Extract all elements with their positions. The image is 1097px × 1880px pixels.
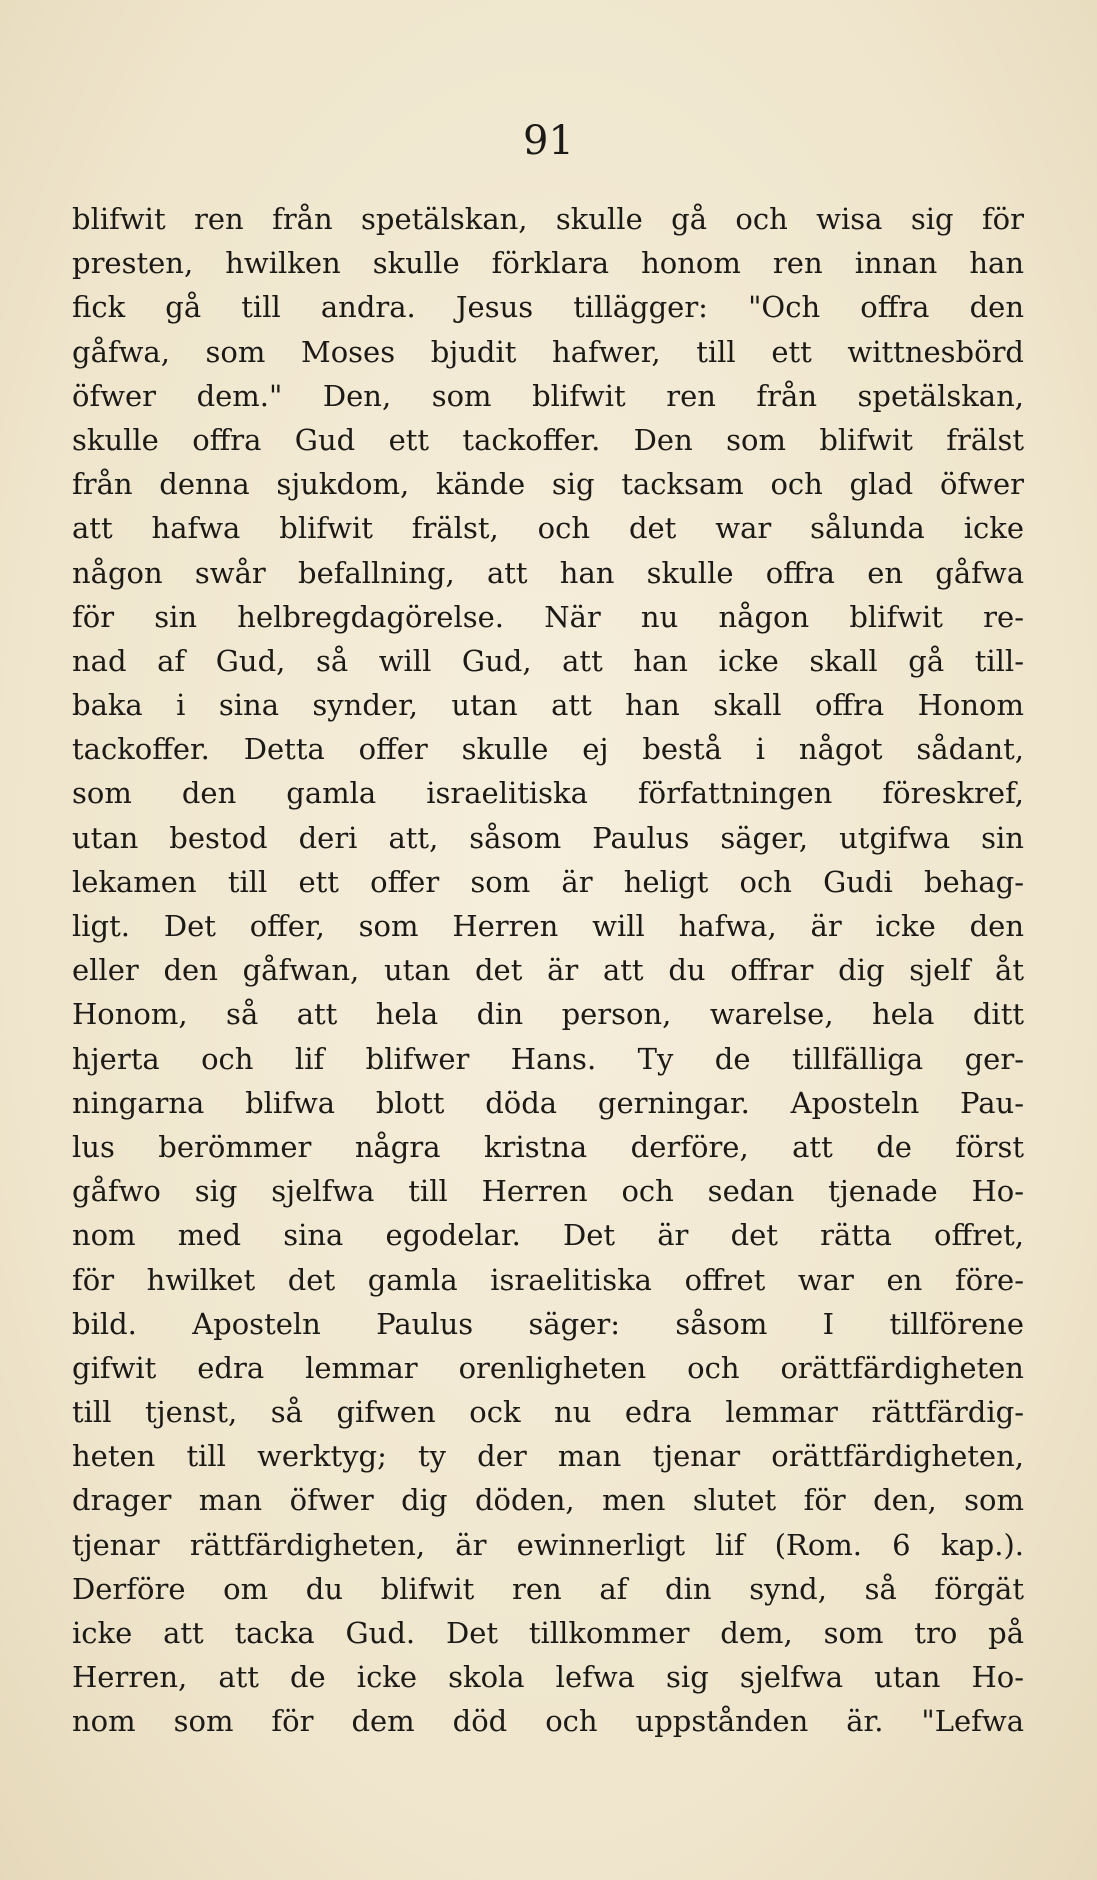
text-line: utan bestod deri att, såsom Paulus säger, utgifwa sin [72,820,1024,855]
text-line: för sin helbregdagörelse. När nu någon blifwit re- [72,599,1024,634]
text-line: fick gå till andra. Jesus tillägger: "Och offra den [72,290,1024,325]
page-number: 91 [523,118,574,164]
text-line: hjerta och lif blifwer Hans. Ty de tillfälliga ger- [72,1041,1024,1076]
text-line: heten till werktyg; ty der man tjenar orättfärdigheten, [72,1439,1024,1474]
text-line: gåfwa, som Moses bjudit hafwer, till ett wittnesbörd [72,334,1024,369]
text-line: drager man öfwer dig döden, men slutet för den, som [72,1483,1024,1518]
text-line: från denna sjukdom, kände sig tacksam och glad öfwer [72,467,1024,502]
text-body [72,197,1024,1744]
text-line: ningarna blifwa blott döda gerningar. Aposteln Pau- [72,1085,1024,1120]
text-line: skulle offra Gud ett tackoffer. Den som blifwit frälst [72,422,1024,457]
text-line: ligt. Det offer, som Herren will hafwa, är icke den [72,909,1024,943]
text-line: blifwit ren från spetälskan, skulle gå och wisa sig för [72,202,1024,236]
text-line: gifwit edra lemmar orenligheten och orättfärdigheten [72,1350,1024,1385]
text-line: lekamen till ett offer som är heligt och Gudi behag- [72,864,1024,899]
text-line: tackoffer. Detta offer skulle ej bestå i något sådant, [72,732,1024,767]
text-line: lus berömmer några kristna derföre, att de först [72,1129,1024,1164]
text-line: Honom, så att hela din person, warelse, hela ditt [72,997,1024,1032]
text-line: till tjenst, så gifwen ock nu edra lemmar rättfärdig- [72,1395,1024,1430]
text-line: eller den gåfwan, utan det är att du offrar dig sjelf åt [72,953,1024,988]
text-line: att hafwa blifwit frälst, och det war sålunda icke [72,511,1024,546]
text-line: baka i sina synder, utan att han skall offra Honom [72,688,1024,723]
text-line: gåfwo sig sjelfwa till Herren och sedan tjenade Ho- [72,1174,1024,1209]
text-line: för hwilket det gamla israelitiska offret war en före- [72,1262,1024,1297]
text-line: någon swår befallning, att han skulle offra en gåfwa [72,555,1024,590]
text-line: Herren, att de icke skola lefwa sig sjelfwa utan Ho- [72,1660,1024,1695]
text-line: Derföre om du blifwit ren af din synd, så förgät [72,1571,1024,1606]
text-line: bild. Aposteln Paulus säger: såsom I tillförene [72,1306,1024,1341]
text-line: tjenar rättfärdigheten, är ewinnerligt lif (Rom. 6 kap.). [72,1527,1024,1562]
text-line: presten, hwilken skulle förklara honom ren innan han [72,246,1024,281]
text-line: öfwer dem." Den, som blifwit ren från spetälskan, [72,378,1024,413]
text-line: som den gamla israelitiska författningen föreskref, [72,776,1024,811]
text-line: nad af Gud, så will Gud, att han icke skall gå till- [72,643,1024,678]
text-line: nom som för dem död och uppstånden är. "Lefwa [72,1704,1024,1739]
text-line: nom med sina egodelar. Det är det rätta offret, [72,1218,1024,1253]
text-line: icke att tacka Gud. Det tillkommer dem, som tro på [72,1616,1024,1650]
